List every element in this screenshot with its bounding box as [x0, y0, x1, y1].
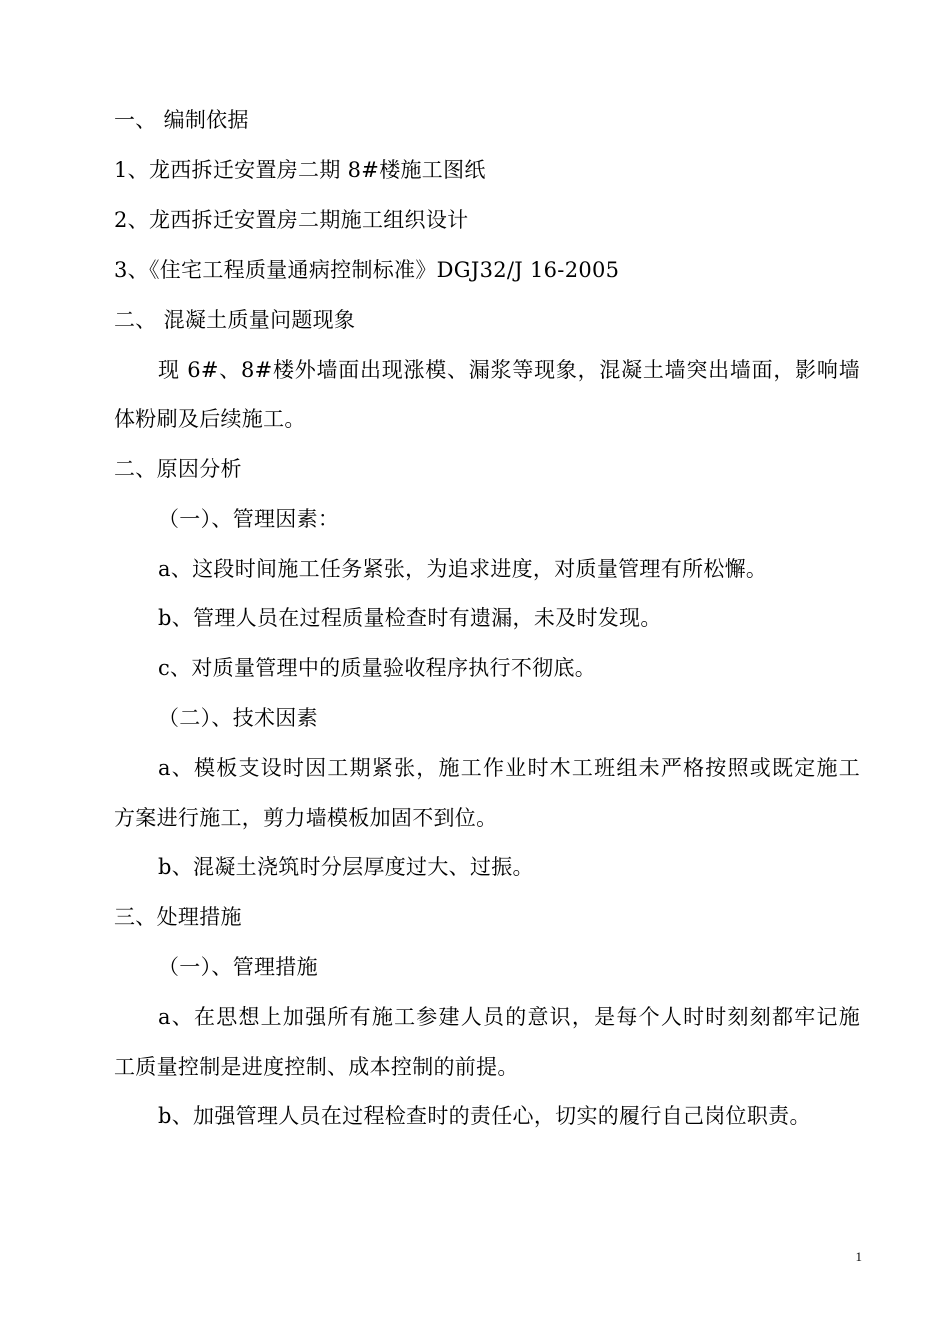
technical-factor-a-line-2: 方案进行施工，剪力墙模板加固不到位。 — [114, 806, 498, 830]
heading-phenomenon: 二、 混凝土质量问题现象 — [114, 308, 356, 332]
management-measure-a-line-2: 工质量控制是进度控制、成本控制的前提。 — [114, 1055, 519, 1079]
management-factor-a: a、这段时间施工任务紧张，为追求进度，对质量管理有所松懈。 — [158, 557, 768, 581]
technical-factor-b: b、混凝土浇筑时分层厚度过大、过振。 — [158, 855, 534, 879]
basis-item-2: 2、龙西拆迁安置房二期施工组织设计 — [114, 208, 469, 232]
management-measure-a-line-1: a、在思想上加强所有施工参建人员的意识，是每个人时时刻刻都牢记施 — [158, 1005, 860, 1029]
page-number: 1 — [855, 1249, 862, 1264]
management-factor-c: c、对质量管理中的质量验收程序执行不彻底。 — [158, 656, 597, 680]
heading-cause-analysis: 二、原因分析 — [114, 457, 242, 481]
management-factor-b: b、管理人员在过程质量检查时有遗漏，未及时发现。 — [158, 606, 662, 630]
subheading-management-factors: （一）、管理因素： — [158, 507, 340, 531]
phenomenon-paragraph-line-1: 现 6#、8#楼外墙面出现涨模、漏浆等现象，混凝土墙突出墙面，影响墙 — [158, 358, 860, 382]
heading-basis: 一、 编制依据 — [114, 108, 249, 132]
technical-factor-a-line-1: a、模板支设时因工期紧张，施工作业时木工班组未严格按照或既定施工 — [158, 756, 860, 780]
phenomenon-paragraph-line-2: 体粉刷及后续施工。 — [114, 407, 306, 431]
heading-treatment-measures: 三、处理措施 — [114, 905, 242, 929]
subheading-technical-factors: （二）、技术因素 — [158, 706, 318, 730]
basis-item-3: 3、《住宅工程质量通病控制标准》DGJ32/J 16-2005 — [114, 258, 620, 282]
basis-item-1: 1、龙西拆迁安置房二期 8#楼施工图纸 — [114, 158, 486, 182]
subheading-management-measures: （一）、管理措施 — [158, 955, 318, 979]
management-measure-b: b、加强管理人员在过程检查时的责任心，切实的履行自己岗位职责。 — [158, 1104, 811, 1128]
